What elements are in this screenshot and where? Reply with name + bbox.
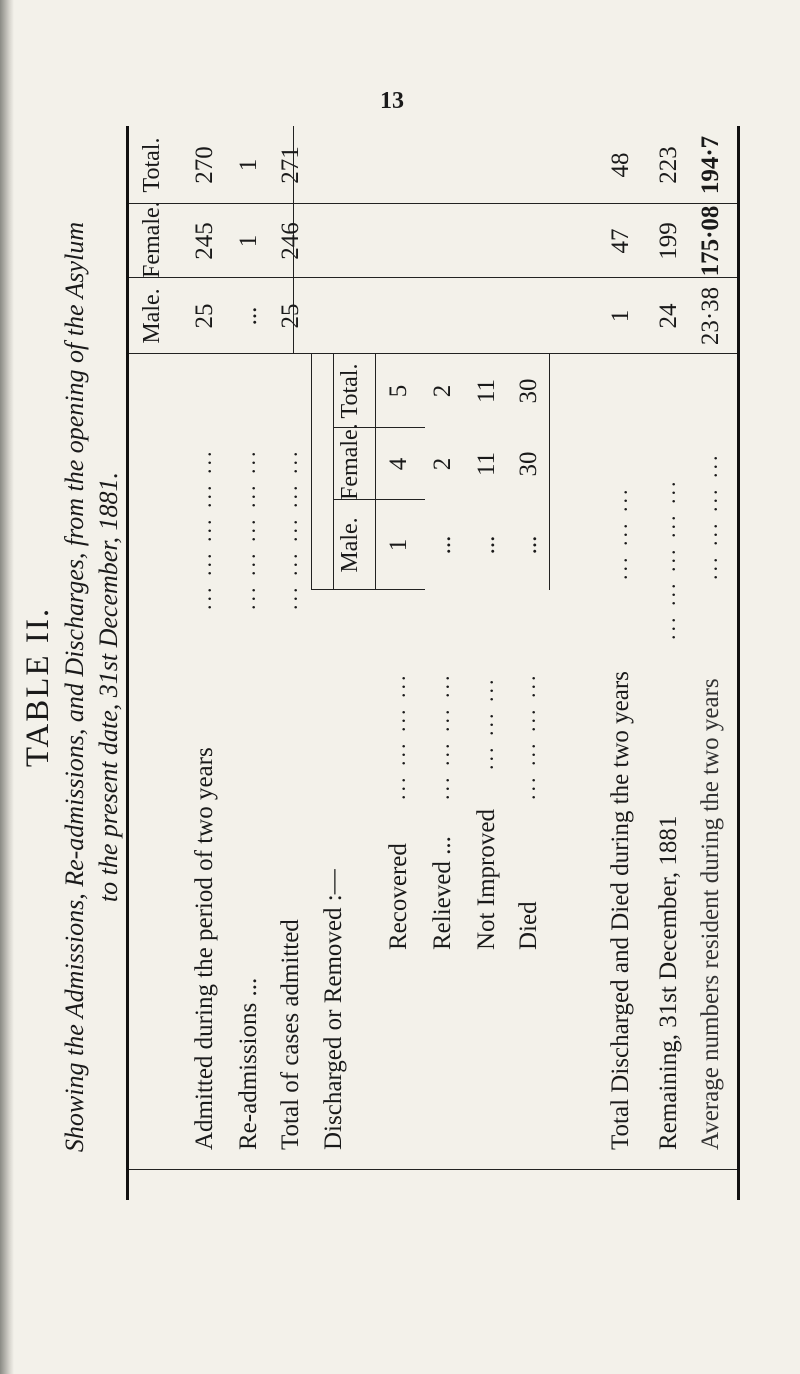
summary-cell-female: 199 bbox=[655, 222, 682, 260]
sub-header-male: Male. bbox=[337, 517, 363, 573]
sub-row-leader-dots: ... ... ... ... bbox=[429, 672, 454, 800]
summary-cell-total: 194·7 bbox=[697, 135, 724, 195]
summary-row-label: Average numbers resident during the two years bbox=[697, 678, 724, 1150]
summary-cell-female: 175·08 bbox=[697, 205, 724, 277]
summary-row-leader-dots: ... ... ... bbox=[607, 486, 632, 580]
table-heading: TABLE II. bbox=[20, 606, 56, 768]
row-leader-dots: ... ... ... ... ... bbox=[235, 448, 260, 610]
summary-row-label: Total Discharged and Died during the two years bbox=[607, 671, 634, 1150]
row-label: Total of cases admitted bbox=[277, 919, 304, 1150]
table-caption bbox=[58, 0, 126, 1374]
sub-cell-total: 5 bbox=[385, 384, 412, 398]
sub-cell-male: ... bbox=[515, 535, 542, 555]
summary-row-leader-dots: ... ... ... ... ... bbox=[655, 478, 680, 640]
cell-female: 246 bbox=[277, 222, 304, 260]
sub-cell-male: ... bbox=[473, 535, 500, 555]
summary-cell-male: 23·38 bbox=[697, 286, 724, 346]
cell-total: 271 bbox=[277, 146, 304, 184]
sub-row-leader-dots: ... ... ... ... bbox=[515, 672, 540, 800]
sub-cell-female: 30 bbox=[515, 451, 542, 477]
caption-line-1: Showing the Admissions, Re-admissions, and Discharges, from the opening of the Asylum bbox=[60, 221, 89, 1153]
sub-row-label: Relieved ... bbox=[429, 836, 456, 950]
cell-male: ... bbox=[235, 306, 262, 326]
sub-cell-female: 4 bbox=[385, 457, 412, 471]
summary-row-leader-dots: ... ... ... ... bbox=[697, 452, 722, 580]
row-leader-dots: ... ... ... ... ... bbox=[277, 448, 302, 610]
summary-cell-male: 1 bbox=[607, 309, 634, 323]
sub-row-leader-dots: ... ... ... ... bbox=[385, 672, 410, 800]
summary-row-label: Remaining, 31st December, 1881 bbox=[655, 815, 682, 1150]
sub-cell-total: 2 bbox=[429, 384, 456, 398]
sub-cell-male: 1 bbox=[385, 538, 412, 552]
sub-cell-total: 11 bbox=[473, 378, 500, 404]
summary-cell-total: 48 bbox=[607, 152, 634, 178]
sub-header-total: Total. bbox=[337, 363, 363, 419]
sub-cell-male: ... bbox=[429, 535, 456, 555]
cell-total: 1 bbox=[235, 158, 262, 172]
sub-header-female: Female. bbox=[337, 423, 363, 500]
column-header-total: Total. bbox=[139, 137, 165, 193]
sub-row-label: Died bbox=[515, 901, 542, 950]
sub-row-leader-dots: ... ... ... bbox=[473, 676, 498, 770]
sub-row-label: Recovered bbox=[385, 843, 412, 950]
summary-cell-total: 223 bbox=[655, 146, 682, 184]
row-label: Admitted during the period of two years bbox=[191, 747, 218, 1150]
sub-cell-female: 2 bbox=[429, 457, 456, 471]
summary-cell-male: 24 bbox=[655, 303, 682, 329]
table-frame bbox=[126, 126, 740, 1200]
sub-row-label: Not Improved bbox=[473, 809, 500, 950]
summary-cell-female: 47 bbox=[607, 228, 634, 254]
cell-male: 25 bbox=[277, 303, 304, 329]
cell-male: 25 bbox=[191, 303, 218, 329]
row-leader-dots: ... ... ... ... ... bbox=[191, 448, 216, 610]
cell-female: 1 bbox=[235, 234, 262, 248]
column-header-female: Female. bbox=[139, 201, 165, 278]
row-label: Discharged or Removed :— bbox=[320, 869, 347, 1150]
sub-cell-total: 30 bbox=[515, 378, 542, 404]
column-header-male: Male. bbox=[139, 288, 165, 344]
row-label: Re-admissions ... bbox=[235, 977, 262, 1150]
caption-line-2: to the present date, 31st December, 1881. bbox=[94, 471, 123, 903]
cell-female: 245 bbox=[191, 222, 218, 260]
page-number: 13 bbox=[380, 88, 404, 114]
cell-total: 270 bbox=[191, 146, 218, 184]
sub-cell-female: 11 bbox=[473, 451, 500, 477]
